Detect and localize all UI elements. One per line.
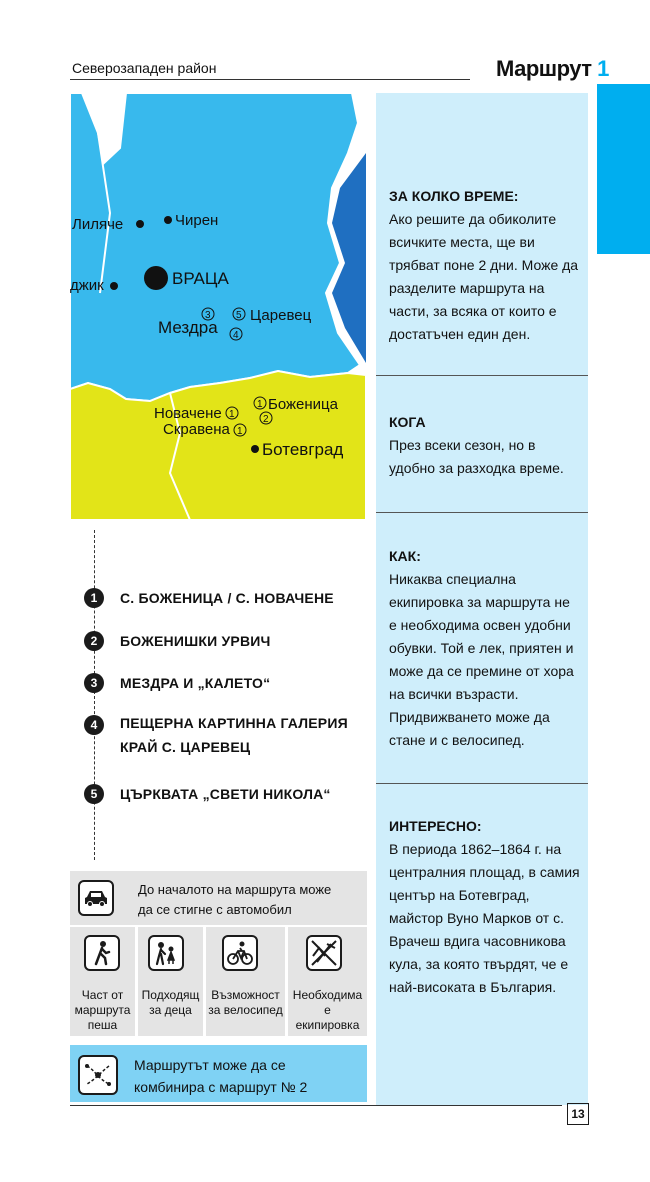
stop-1-badge: 1 <box>84 588 104 608</box>
stop-3 <box>84 673 270 693</box>
info-how-text: Никаква специална екипировка за маршрута не е необходима освен удобни обувки. Той е лек, приятен и може да се премине от хора на всички възрасти. Придвижването може да стане и с велосипед. <box>389 571 574 748</box>
svg-text:2: 2 <box>263 414 269 425</box>
svg-text:1: 1 <box>229 409 235 420</box>
info-how-heading: КАК: <box>389 548 421 564</box>
route-number: 1 <box>597 56 609 81</box>
stop-2 <box>84 631 271 651</box>
legend-family-text: Подходящ за деца <box>141 988 200 1017</box>
section-tab <box>597 84 650 254</box>
svg-text:1: 1 <box>257 399 263 410</box>
lilyache-dot <box>136 220 144 228</box>
lilyache-label: Лиляче <box>72 216 124 233</box>
stops-dashed-line <box>94 530 95 860</box>
stop-1 <box>84 588 334 608</box>
vratsa-label: ВРАЦА <box>172 269 229 288</box>
stop-2-label: БОЖЕНИШКИ УРВИЧ <box>120 633 271 649</box>
separator-2 <box>376 512 588 513</box>
info-time <box>389 188 579 346</box>
route-combine-icon <box>78 1055 118 1095</box>
separator-3 <box>376 783 588 784</box>
info-time-heading: ЗА КОЛКО ВРЕМЕ: <box>389 188 519 204</box>
family-icon <box>148 935 184 971</box>
stop-1-label: С. БОЖЕНИЦА / С. НОВАЧЕНЕ <box>120 590 334 606</box>
header-rule <box>70 79 470 80</box>
tsarevets-label: Царевец <box>250 307 312 324</box>
route-title <box>496 56 609 82</box>
info-how <box>389 548 579 752</box>
vratsa-dot <box>144 266 168 290</box>
svg-text:3: 3 <box>205 310 211 321</box>
botevgrad-label: Ботевград <box>262 440 344 459</box>
legend-equipment-text: Необходима е екипировка <box>292 988 363 1032</box>
dzhik-dot <box>110 282 118 290</box>
svg-text:4: 4 <box>233 330 239 341</box>
stop-2-badge: 2 <box>84 631 104 651</box>
stop-5-label: ЦЪРКВАТА „СВЕТИ НИКОЛА“ <box>120 786 331 802</box>
novachene-label: Новачене <box>154 405 222 422</box>
botevgrad-dot <box>251 445 259 453</box>
equipment-icon <box>306 935 342 971</box>
footer-rule <box>70 1105 562 1106</box>
info-when <box>389 414 579 480</box>
svg-text:5: 5 <box>236 310 242 321</box>
separator-1 <box>376 375 588 376</box>
stop-4-badge: 4 <box>84 715 104 735</box>
legend-car-text: До началото на маршрута може да се стигне с автомобил <box>138 882 332 917</box>
info-interesting-text: В периода 1862–1864 г. на централния площад, в самия център на Ботевград, майстор Вуно Марков от с. Врачеш вдига часовникова кула, за която твърдят, че е най-високата в България. <box>389 841 580 995</box>
stop-4 <box>84 715 348 755</box>
mezdra-label: Мездра <box>158 318 218 337</box>
info-time-text: Ако решите да обиколите всичките места, ще ви трябват поне 2 дни. Може да разделите маршрута на части, за всяка от които е достатъчен един ден. <box>389 211 579 342</box>
legend-bicycle-text: Възможност за велосипед <box>208 988 283 1017</box>
region-label: Северозападен район <box>72 60 217 76</box>
car-icon <box>78 880 114 916</box>
chiren-label: Чирен <box>175 212 219 229</box>
stop-3-label: МЕЗДРА И „КАЛЕТО“ <box>120 675 271 691</box>
route-word: Маршрут <box>496 56 592 81</box>
info-interesting-heading: ИНТЕРЕСНО: <box>389 818 482 834</box>
route-map <box>70 93 366 520</box>
chiren-dot <box>164 216 172 224</box>
hiker-icon <box>84 935 120 971</box>
info-when-heading: КОГА <box>389 414 426 430</box>
bozhenitsa-label: Боженица <box>268 396 338 413</box>
stop-4-label: ПЕЩЕРНА КАРТИННА ГАЛЕРИЯ <box>120 715 348 731</box>
stop-5 <box>84 784 331 804</box>
info-interesting <box>389 818 583 999</box>
stop-3-badge: 3 <box>84 673 104 693</box>
page-number: 13 <box>567 1103 589 1125</box>
bicycle-icon <box>222 935 258 971</box>
stop-4-label-2: КРАЙ С. ЦАРЕВЕЦ <box>120 739 251 755</box>
dzhik-label: джик <box>70 277 104 294</box>
svg-text:1: 1 <box>237 426 243 437</box>
legend-hiker-text: Част от маршрута пеша <box>74 988 131 1032</box>
stop-5-badge: 5 <box>84 784 104 804</box>
info-when-text: През всеки сезон, но в удобно за разходка време. <box>389 437 564 476</box>
skravena-label: Скравена <box>163 421 230 438</box>
legend-combine-text: Маршрутът може да се комбинира с маршрут № 2 <box>134 1057 308 1095</box>
